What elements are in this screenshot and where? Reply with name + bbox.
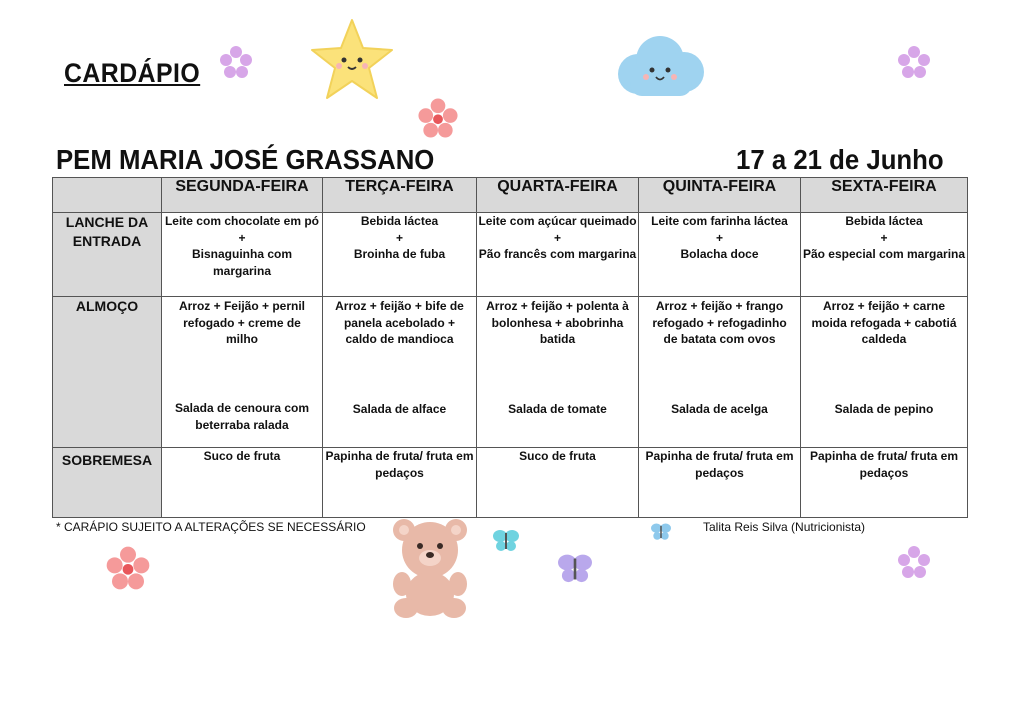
header-corner <box>53 178 162 213</box>
almoco-salad: Salada de cenoura com beterraba ralada <box>174 401 310 432</box>
lanche-cell: Leite com açúcar queimado + Pão francês com margarina <box>477 213 639 297</box>
sobremesa-cell: Papinha de fruta/ fruta em pedaços <box>323 448 477 518</box>
menu-table <box>52 177 968 518</box>
almoco-main-dish: Arroz + feijão + carne moida refogada + cabotiá caldeda <box>811 299 957 346</box>
day-header-thursday: QUINTA-FEIRA <box>639 178 801 213</box>
day-header-monday: SEGUNDA-FEIRA <box>162 178 323 213</box>
date-range: 17 a 21 de Junho <box>736 144 944 175</box>
almoco-salad: Salada de acelga <box>671 401 768 416</box>
lanche-cell: Bebida láctea + Pão especial com margarina <box>801 213 968 297</box>
almoco-cell <box>477 297 639 448</box>
day-header-tuesday: TERÇA-FEIRA <box>323 178 477 213</box>
teddy-bear-icon <box>390 516 470 620</box>
footnote: * CARÁPIO SUJEITO A ALTERAÇÕES SE NECESSÁRIO <box>56 520 366 534</box>
row-label-lanche: LANCHE DA ENTRADA <box>53 213 162 297</box>
almoco-main-dish: Arroz + feijão + polenta à bolonhesa + abobrinha batida <box>486 299 629 346</box>
almoco-salad: Salada de alface <box>352 401 447 416</box>
page-title: CARDÁPIO <box>64 58 201 88</box>
almoco-main-dish: Arroz + Feijão + pernil refogado + creme de milho <box>178 299 306 346</box>
almoco-cell <box>639 297 801 448</box>
table-row-sobremesa <box>53 448 968 518</box>
cloud-icon <box>610 32 710 102</box>
sobremesa-cell: Papinha de fruta/ fruta em pedaços <box>801 448 968 518</box>
table-header-row <box>53 178 968 213</box>
butterfly-icon <box>492 528 520 554</box>
sobremesa-cell: Suco de fruta <box>477 448 639 518</box>
star-icon <box>308 16 396 104</box>
almoco-salad: Salada de tomate <box>508 401 607 416</box>
almoco-main-dish: Arroz + feijão + frango refogado + refogadinho de batata com ovos <box>652 299 787 346</box>
lanche-cell: Leite com farinha láctea + Bolacha doce <box>639 213 801 297</box>
row-label-sobremesa: SOBREMESA <box>53 448 162 518</box>
butterfly-icon <box>554 552 596 586</box>
almoco-main-dish: Arroz + feijão + bife de panela acebolado + caldo de mandioca <box>335 299 464 346</box>
table-row-lanche <box>53 213 968 297</box>
table-row-almoco <box>53 297 968 448</box>
almoco-cell <box>162 297 323 448</box>
almoco-cell <box>323 297 477 448</box>
flower-icon <box>896 44 932 80</box>
nutritionist-credit: Talita Reis Silva (Nutricionista) <box>703 520 866 534</box>
day-header-wednesday: QUARTA-FEIRA <box>477 178 639 213</box>
flower-icon <box>416 96 460 140</box>
flower-icon <box>98 544 158 592</box>
lanche-cell: Bebida láctea + Broinha de fuba <box>323 213 477 297</box>
butterfly-icon <box>650 522 672 542</box>
lanche-cell: Leite com chocolate em pó + Bisnaguinha com margarina <box>162 213 323 297</box>
sobremesa-cell: Papinha de fruta/ fruta em pedaços <box>639 448 801 518</box>
school-name: PEM MARIA JOSÉ GRASSANO <box>56 144 435 175</box>
sobremesa-cell: Suco de fruta <box>162 448 323 518</box>
almoco-salad: Salada de pepino <box>834 401 934 416</box>
almoco-cell <box>801 297 968 448</box>
day-header-friday: SEXTA-FEIRA <box>801 178 968 213</box>
row-label-almoco: ALMOÇO <box>53 297 162 448</box>
flower-icon <box>218 44 254 80</box>
flower-icon <box>896 544 932 580</box>
